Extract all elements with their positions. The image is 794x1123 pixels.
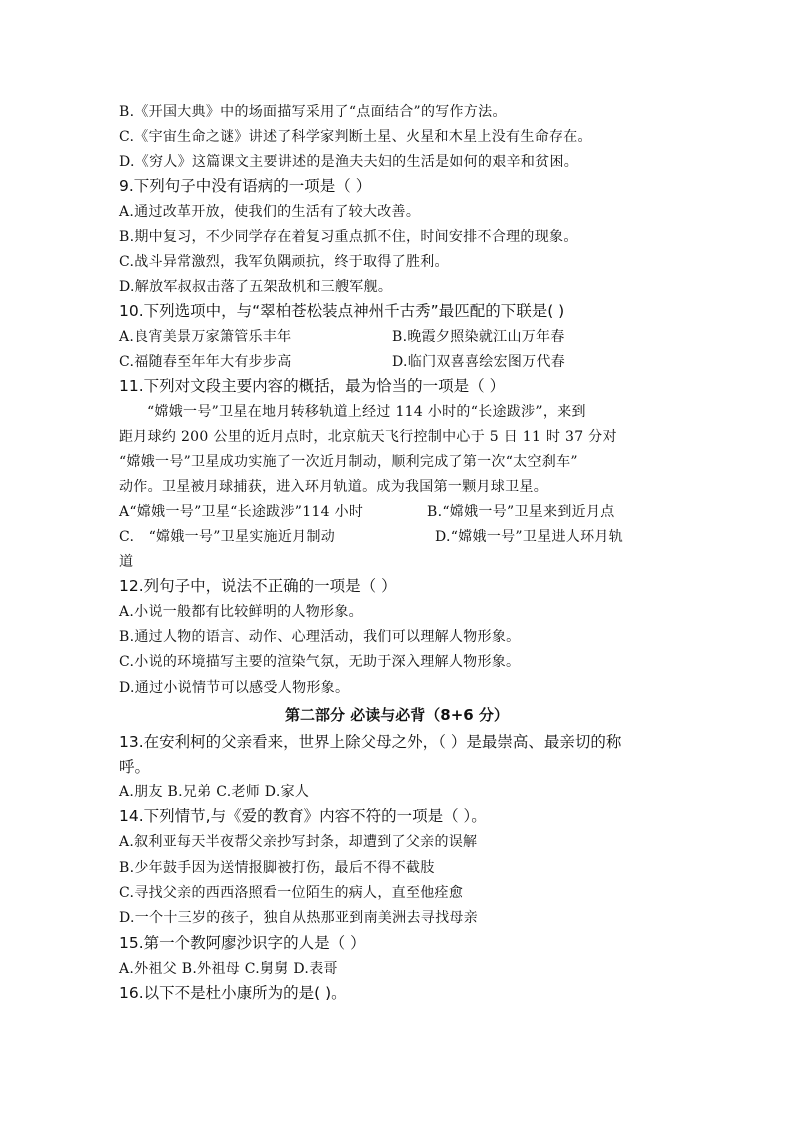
q13-options: A.朋友 B.兄弟 C.老师 D.家人 [119, 784, 310, 800]
q9-option-c: C.战斗异常激烈，我军负隅顽抗，终于取得了胜利。 [119, 254, 449, 270]
question-15: 15.第一个教阿廖沙识字的人是（ ） [119, 934, 366, 952]
section-title: 第二部分 必读与必背（8+6 分） [285, 706, 509, 724]
q11-option-c: C. “嫦娥一号”卫星实施近月制动 [119, 529, 336, 545]
passage-line-3: “嫦娥一号”卫星成功实施了一次近月制动，顺利完成了第一次“太空刹车” [119, 454, 578, 470]
q14-option-b: B.少年鼓手因为送情报脚被打伤，最后不得不截肢 [119, 860, 435, 876]
q14-option-d: D.一个十三岁的孩子，独自从热那亚到南美洲去寻找母亲 [119, 910, 478, 926]
q12-option-a: A.小说一般都有比较鲜明的人物形象。 [119, 604, 363, 620]
question-12: 12.列句子中，说法不正确的一项是（ ） [119, 577, 397, 595]
q11-option-b: B.“嫦娥一号”卫星来到近月点 [427, 504, 615, 520]
question-13: 13.在安利柯的父亲看来，世界上除父母之外，（ ）是最崇高、最亲切的称 [119, 733, 622, 751]
q8-option-c: C.《宇宙生命之谜》讲述了科学家判断土星、火星和木星上没有生命存在。 [119, 129, 592, 145]
q10-option-d: D.临门双喜喜绘宏图万代春 [392, 354, 566, 370]
passage-line-2: 距月球约 200 公里的近月点时，北京航天飞行控制中心于 5 日 11 时 37 分对 [119, 429, 617, 445]
question-14: 14.下列情节,与《爱的教育》内容不符的一项是（ ）。 [119, 807, 487, 825]
question-11: 11.下列对文段主要内容的概括，最为恰当的一项是（ ） [119, 377, 506, 395]
q14-option-c: C.寻找父亲的西西洛照看一位陌生的病人，直至他痊愈 [119, 885, 464, 901]
q12-option-c: C.小说的环境描写主要的渲染气氛，无助于深入理解人物形象。 [119, 654, 521, 670]
q8-option-b: B.《开国大典》中的场面描写采用了“点面结合”的写作方法。 [119, 104, 507, 120]
q14-option-a: A.叙利亚每天半夜帮父亲抄写封条，却遭到了父亲的误解 [119, 834, 478, 850]
q11-option-d-wrap: 道 [119, 554, 134, 570]
q10-option-a: A.良宵美景万家箫管乐丰年 [119, 329, 292, 345]
question-10: 10.下列选项中，与“翠柏苍松装点神州千古秀”最匹配的下联是( ) [119, 302, 565, 320]
q15-options: A.外祖父 B.外祖母 C.舅舅 D.表哥 [119, 961, 338, 977]
q11-option-d: D.“嫦娥一号”卫星进人环月轨 [435, 529, 623, 545]
q9-option-b: B.期中复习，不少同学存在着复习重点抓不住，时间安排不合理的现象。 [119, 229, 578, 245]
question-16: 16.以下不是杜小康所为的是( )。 [119, 984, 347, 1002]
q10-option-c: C.福随春至年年大有步步高 [119, 354, 292, 370]
q12-option-d: D.通过小说情节可以感受人物形象。 [119, 680, 350, 696]
q11-option-a: A“嫦娥一号”卫星“长途跋涉”114 小时 [119, 504, 364, 520]
q9-option-d: D.解放军叔叔击落了五架敌机和三艘军舰。 [119, 279, 393, 295]
passage-line-4: 动作。卫星被月球捕获，进入环月轨道。成为我国第一颗月球卫星。 [119, 479, 548, 495]
passage-line-1: “嫦娥一号”卫星在地月转移轨道上经过 114 小时的“长途跋涉”，来到 [147, 404, 586, 420]
q9-option-a: A.通过改革开放，使我们的生活有了较大改善。 [119, 204, 421, 220]
q8-option-d: D.《穷人》这篇课文主要讲述的是渔夫夫妇的生活是如何的艰辛和贫困。 [119, 154, 579, 170]
question-9: 9.下列句子中没有语病的一项是（ ） [119, 177, 372, 195]
q12-option-b: B.通过人物的语言、动作、心理活动，我们可以理解人物形象。 [119, 629, 521, 645]
q10-option-b: B.晚霞夕照染就江山万年春 [392, 329, 565, 345]
question-13-wrap: 呼。 [119, 758, 151, 776]
